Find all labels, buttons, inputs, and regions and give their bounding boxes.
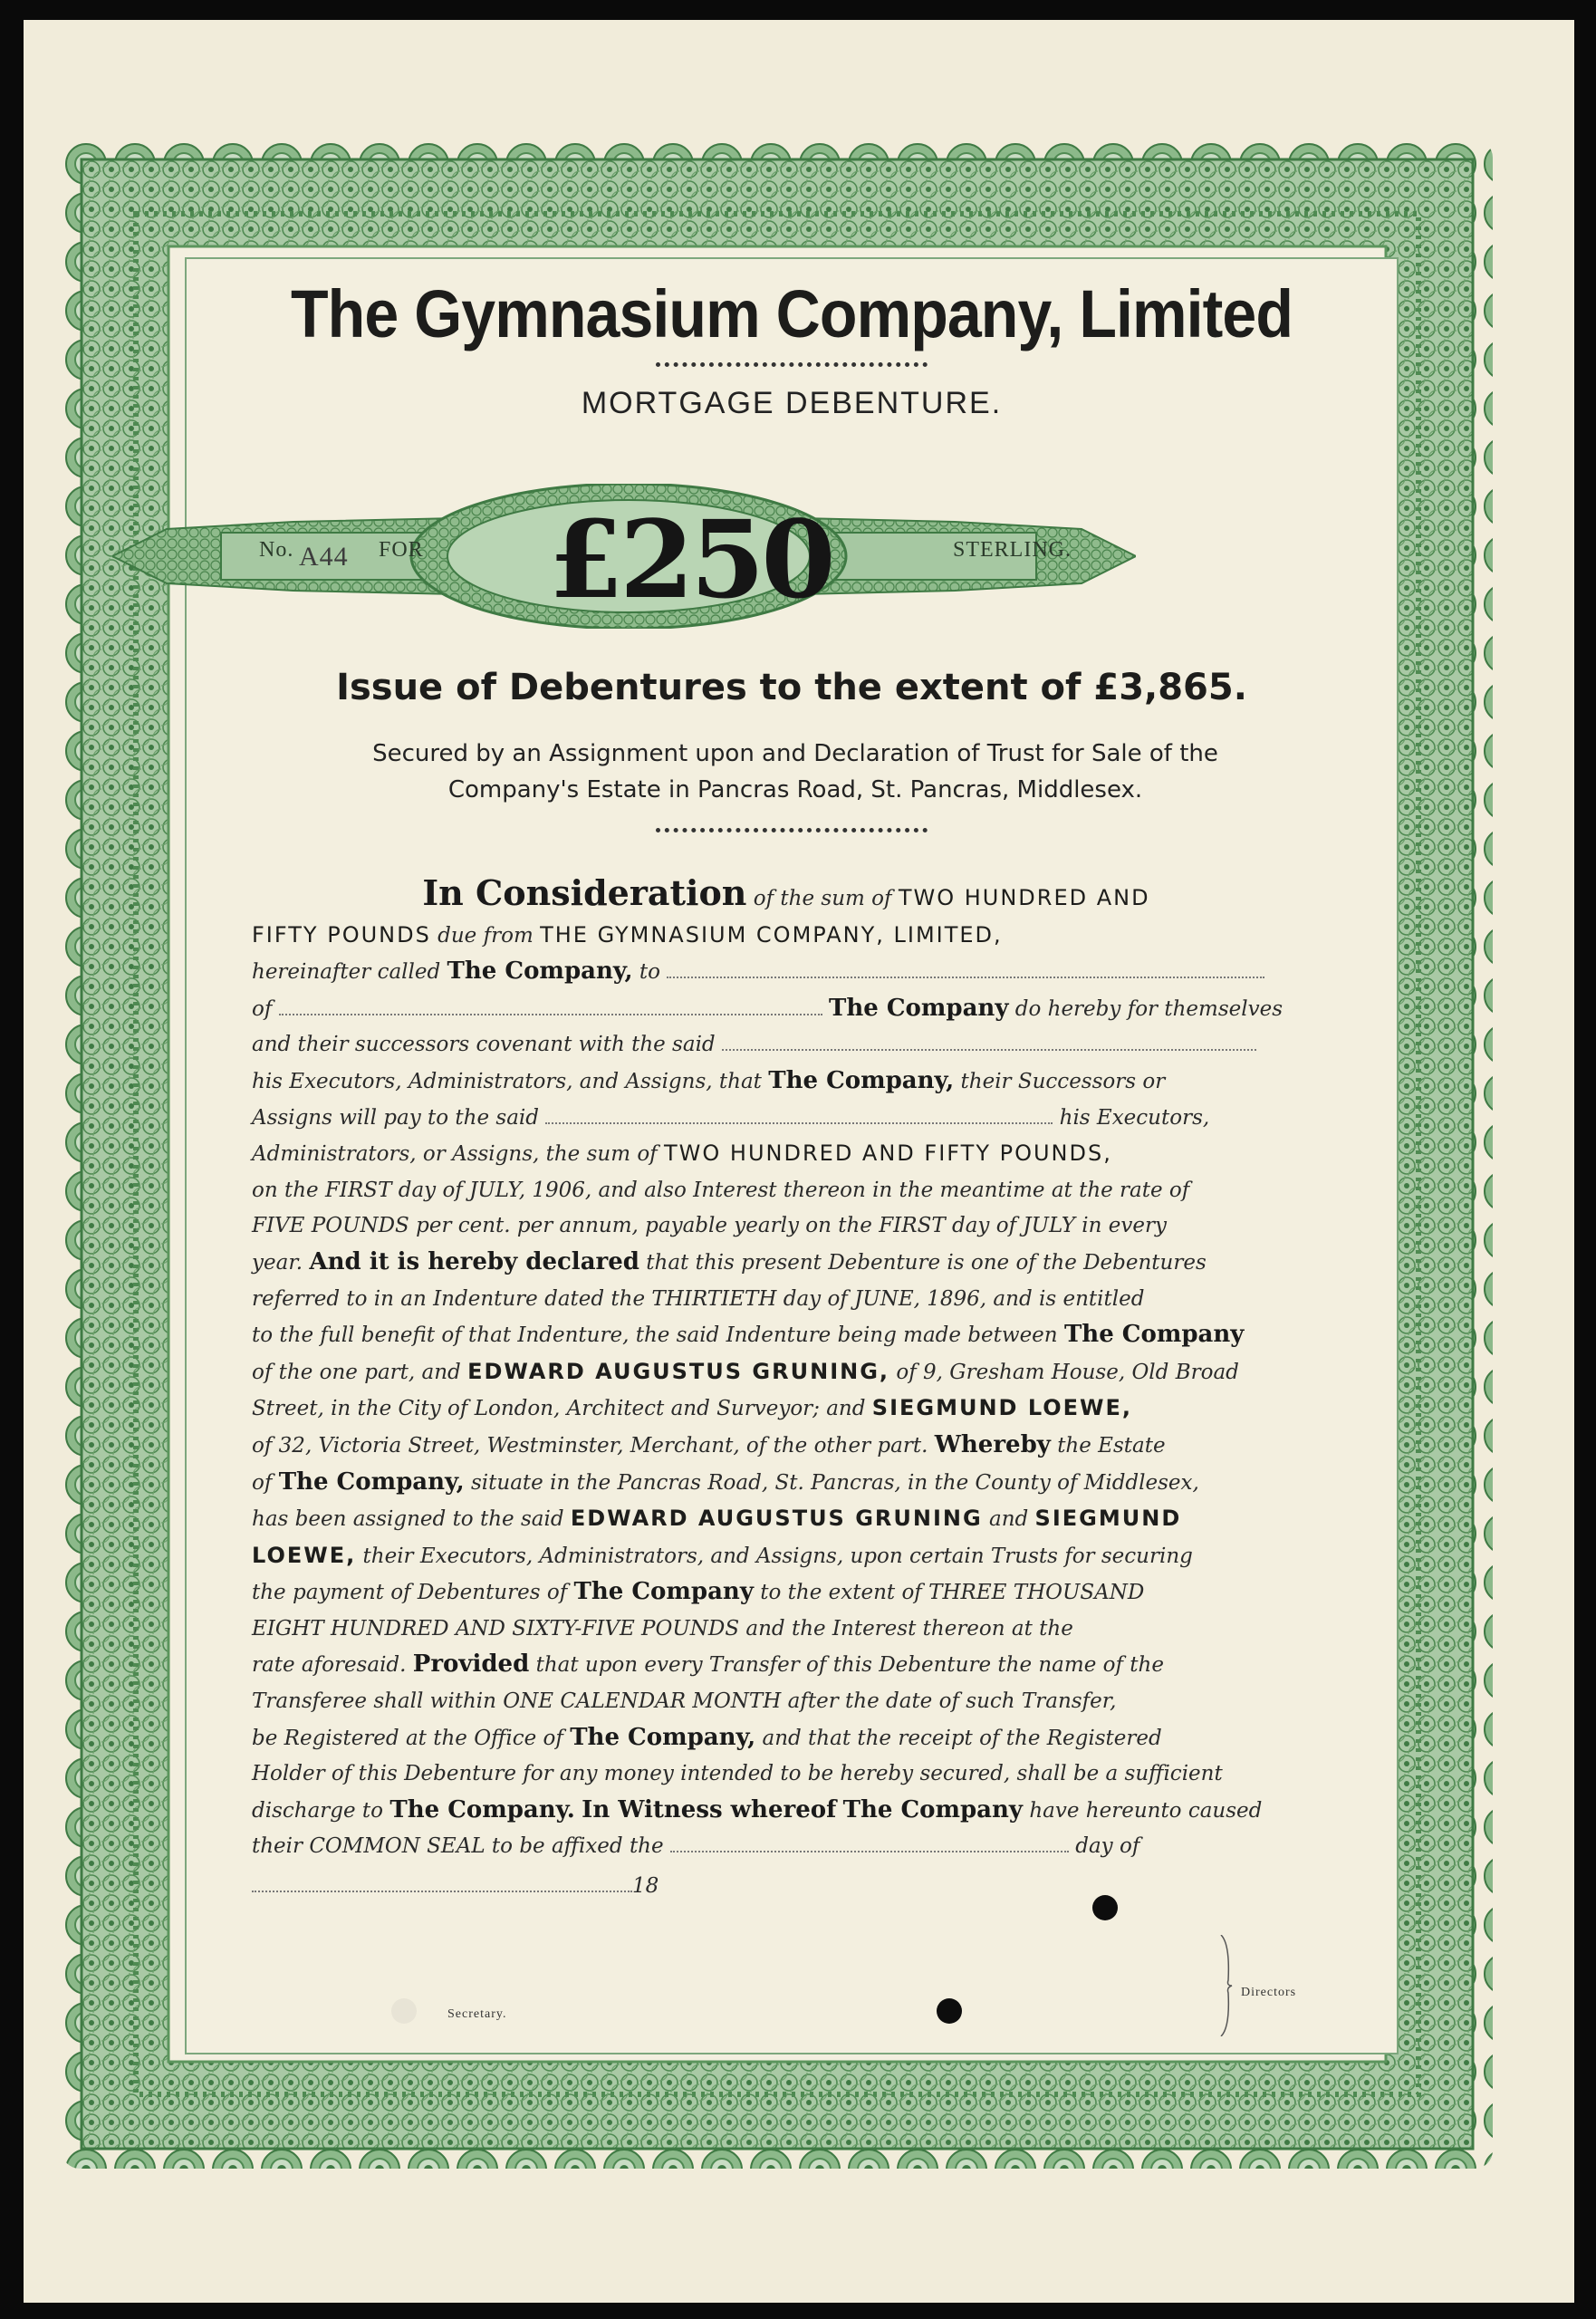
secured-line-2: Company's Estate in Pancras Road, St. Pancras, Middlesex. [447,776,1143,803]
body-line: EIGHT HUNDRED AND SIXTY-FIVE POUNDS and the Interest thereon at the [252,1616,1073,1641]
body-line: the payment of Debentures of The Company to the extent of THREE THOUSAND [252,1578,1145,1606]
certificate-number: A44 [299,542,349,572]
body-line: discharge to The Company. In Witness whereof The Company have hereunto caused [252,1795,1263,1823]
body-line: Administrators, or Assigns, the sum of TWO HUNDRED AND FIFTY POUNDS, [252,1140,1112,1167]
body-line: his Executors, Administrators, and Assigns, that The Company, their Successors or [252,1066,1166,1094]
body-line: to the full benefit of that Indenture, the said Indenture being made between The Company [252,1321,1245,1349]
payee-field[interactable] [667,958,1264,978]
punch-hole [937,1998,962,2024]
deed-body [252,872,1321,1905]
secured-text [252,736,1339,808]
body-line: year. And it is hereby declared that this present Debenture is one of the Debentures [252,1247,1207,1275]
body-line: Assigns will pay to the said his Executors, [252,1105,1210,1130]
punch-hole [1092,1895,1118,1920]
body-line: hereinafter called The Company, to [252,954,1321,991]
body-line: FIVE POUNDS per cent. per annum, payable yearly on the FIRST day of JULY in every [252,1214,1167,1238]
body-line: rate aforesaid. Provided that upon every Transfer of this Debenture the name of the [252,1650,1164,1679]
body-line: be Registered at the Office of The Company, and that the receipt of the Registered [252,1723,1162,1751]
sterling-label: STERLING. [953,538,1072,562]
body-line: 18 [252,1869,1321,1905]
directors-label: Directors [1241,1986,1297,1999]
secretary-label: Secretary. [447,2007,507,2021]
body-line: FIFTY POUNDS due from THE GYMNASIUM COMPANY, LIMITED, [252,921,1003,948]
body-line: Holder of this Debenture for any money intended to be hereby secured, shall be a sufficient [252,1762,1223,1786]
title-divider [656,362,928,367]
body-line: Street, in the City of London, Architect and Surveyor; and SIEGMUND LOEWE, [252,1395,1133,1421]
body-line: on the FIRST day of JULY, 1906, and also Interest thereon in the meantime at the rate of [252,1178,1190,1202]
punch-hole [391,1998,417,2024]
body-line: referred to in an Indenture dated the THIRTIETH day of JUNE, 1896, and is entitled [252,1286,1145,1311]
company-title: The Gymnasium Company, Limited [290,276,1293,351]
body-line: has been assigned to the said EDWARD AUGUSTUS GRUNING and SIEGMUND [252,1506,1182,1532]
document-type: MORTGAGE DEBENTURE. [581,386,1003,420]
year-field[interactable] [252,1872,632,1892]
seal-date-field[interactable] [670,1833,1069,1852]
certificate-sheet [24,20,1574,2303]
body-line: of The Company, situate in the Pancras Road, St. Pancras, in the County of Middlesex, [252,1467,1199,1496]
body-line: their COMMON SEAL to be affixed the day of [252,1834,1140,1859]
body-line: LOEWE, their Executors, Administrators, and Assigns, upon certain Trusts for securing [252,1542,1193,1568]
number-label: No. [259,538,294,562]
body-line: and their successors covenant with the said [252,1027,1321,1063]
denomination-amount: £250 [549,496,832,622]
certificate-panel [185,257,1399,2054]
issue-line: Issue of Debentures to the extent of £3,865. [336,667,1247,708]
body-line: of The Company do hereby for themselves [252,994,1284,1022]
payee-address-field[interactable] [279,996,822,1015]
for-label: FOR [379,538,424,562]
body-line: of 32, Victoria Street, Westminster, Merchant, of the other part. Whereby the Estate [252,1430,1166,1458]
holder-field[interactable] [545,1104,1053,1124]
secured-line-1: Secured by an Assignment upon and Declaration of Trust for Sale of the [372,740,1218,767]
directors-bracket [1217,1935,1235,2036]
body-line: Transferee shall within ONE CALENDAR MONTH after the date of such Transfer, [252,1689,1117,1714]
body-line: In Consideration of the sum of TWO HUNDRED AND [422,872,1150,913]
section-divider [656,828,928,832]
covenantee-field[interactable] [722,1031,1256,1051]
body-line: of the one part, and EDWARD AUGUSTUS GRUNING, of 9, Gresham House, Old Broad [252,1358,1239,1384]
